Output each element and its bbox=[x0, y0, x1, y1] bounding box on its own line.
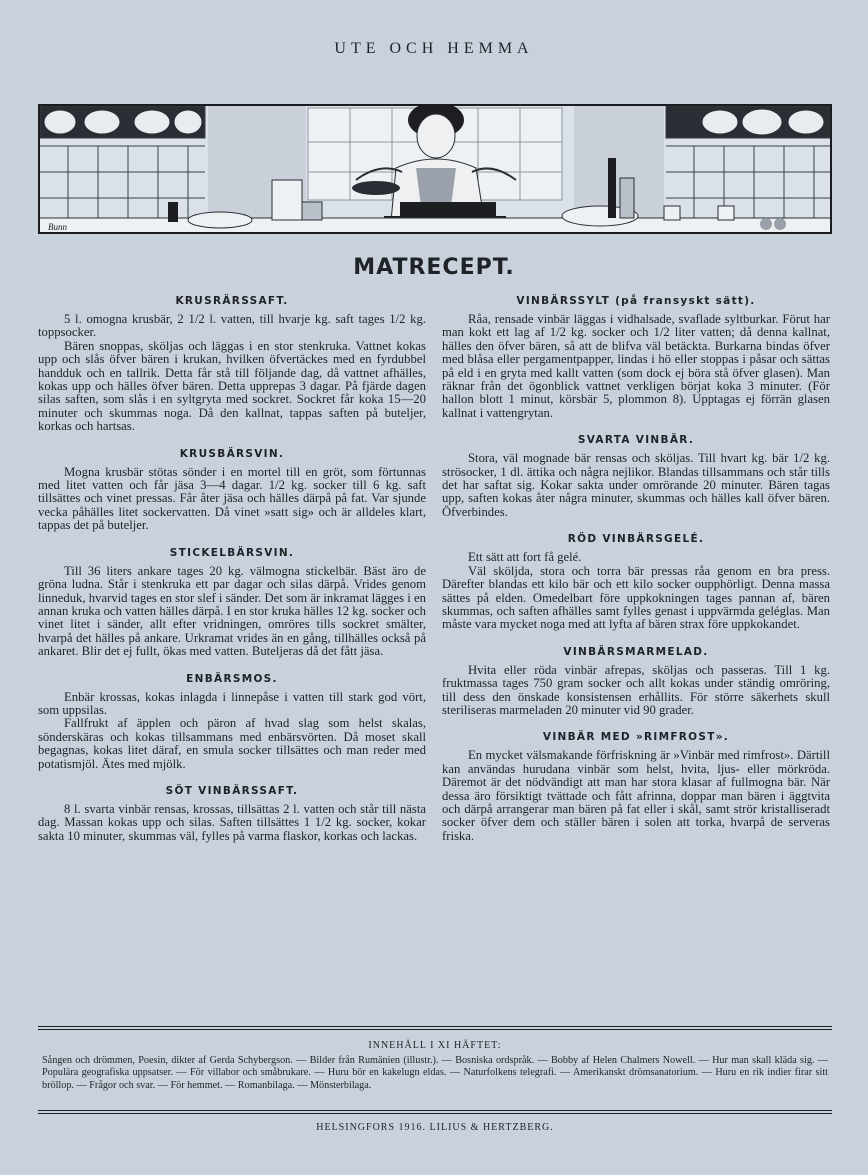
recipe-paragraph: Mogna krusbär stötas sönder i en mortel till en gröt, som förtunnas med litet vatten och får jäsa 3—4 dagar. 1/2 kg. socker till 6 kg. saft tillsättes och vinet pressas. Får åter jäsa och hälles därpå på fat. Var sjunde vecka påhälles litet sockervatten. Då vinet »satt sig» och är alldeles klart, tappas det på buteljer. bbox=[38, 464, 426, 533]
recipe-paragraph: Fallfrukt af äpplen och päron af hvad slag som helst skalas, sönderskäras och kokas tillsammans med enbärsvörten. Då moset skall begagnas, kokas litet däraf, en smula socker tillsättes och man reder med potatismjöl. Ätes med mjölk. bbox=[38, 716, 426, 771]
artist-signature: Bunn bbox=[48, 222, 67, 232]
recipe-heading: KRUSBÄRSVIN. bbox=[179, 447, 285, 460]
recipe-section bbox=[38, 673, 426, 771]
recipe-section bbox=[442, 295, 830, 420]
masthead: UTE OCH HEMMA bbox=[334, 40, 534, 57]
recipe-paragraph: Bären snoppas, sköljas och läggas i en stor stenkruka. Vattnet kokas upp och slås öfver bären i krukan, hvilken öfvertäckes med en fyrdubbel handduk och en tallrik. Detta får stå till följande dag, då vattnet afhälles, kokas upp och hälles öfver bären. Detta upprepas 3 dagar. På fjärde dagen silas saften, som slås i en syltgryta med sockret. Sockret får koka 15—20 minuter och skummas noga. Då den kallnat, tappas saften på buteljer, korkas och hartsas. bbox=[38, 338, 426, 434]
recipe-heading: SVARTA VINBÄR. bbox=[577, 434, 695, 447]
recipe-paragraph: Hvita eller röda vinbär afrepas, sköljas och passeras. Till 1 kg. fruktmassa tages 750 gram socker och allt kokas under ständig omröring, till dess den önskade konsistensen erhållits. För större säkerhets skull steriliseras marmeladen 20 minuter vid 90 grader. bbox=[442, 662, 830, 717]
recipe-section bbox=[38, 448, 426, 533]
recipe-heading: RÖD VINBÄRSGELÉ. bbox=[567, 533, 705, 546]
right-column bbox=[442, 295, 830, 857]
recipe-heading: VINBÄR MED »RIMFROST». bbox=[542, 731, 730, 744]
contents-text: Sången och drömmen, Poesin, dikter af Gerda Schybergson. — Bilder från Rumänien (illustr.). — Bosniska ordspråk. — Bobby af Helen Chalmers Nowell. — Hur man skall kläda sig. — Populära geografiska uppsatser. — För villabor och småbrukare. — Huru bör en kakelugn eldas. — Naturfolkens telegrafi. — Amerikanskt drömsanatorium. — Huru en rik indier firar sitt bröllop. — Frågor och svar. — För hemmet. — Romanbilaga. — Mönsterbilaga. bbox=[42, 1055, 828, 1091]
recipe-paragraph: Väl sköljda, stora och torra bär pressas råa genom en bra press. Därefter blandas ett kilo bär och ett kilo socker oupphörligt. Denna massa sättes på elden. Omedelbart före uppkokningen tages pannan af, bären skummas, och saften afhälles samt fylles genast i uppvärmda geléglas. Man måste vara mycket noga med att lyfta af bären strax före uppkokandet. bbox=[442, 563, 830, 632]
double-rule bbox=[38, 1110, 832, 1114]
recipe-paragraph: Ett sätt att fort få gelé. bbox=[468, 550, 582, 565]
kitchen-illustration bbox=[38, 104, 832, 234]
illustration-drawing bbox=[40, 106, 830, 232]
double-rule bbox=[38, 1026, 832, 1030]
recipe-paragraph: 5 l. omogna krusbär, 2 1/2 l. vatten, till hvarje kg. saft tages 1/2 kg. toppsocker. bbox=[38, 312, 426, 340]
contents-title: INNEHÅLL I XI HÄFTET: bbox=[368, 1040, 502, 1051]
recipe-heading: STICKELBÄRSVIN. bbox=[169, 546, 295, 559]
recipe-section bbox=[442, 533, 830, 631]
recipe-paragraph: En mycket välsmakande förfriskning är »Vinbär med rimfrost». Därtill kan användas hurudana vinbär som helst, hvita, ljus- eller mörkröda. Däremot är det nödvändigt att man har stora klasar af fullmogna bär. När dessa äro försiktigt tvättade och fått afrinna, doppar man bären i äggtvita och därpå arrangerar man bären på fat eller i skål, samt strör kristalliseradt socker öfver dem och ställer bären i solen att torka, hvarpå de serveras friska. bbox=[442, 748, 830, 843]
recipe-section bbox=[38, 547, 426, 659]
recipe-paragraph: Till 36 liters ankare tages 20 kg. välmogna stickelbär. Bäst äro de gröna ludna. Står i stenkruka ett par dagar och silas därpå. Vrides genom linneduk, hvarvid tages en stor slef i sänder. Det som är inkramat lägges i en annan kruka och vatten hälles därpå. I en stor kruka hälles 12 kg. socker och vinet litet i sänder, allt efter vridningen, omröres tills sockret smälter, hvarpå det hälles på ankare. Urkramat vrides än en gång, tillhälles också på ankaret. Blir det ej fullt, ökas med vatten. Buteljeras då det fått jäsa. bbox=[38, 563, 426, 659]
recipe-section bbox=[38, 295, 426, 434]
recipe-paragraph: 8 l. svarta vinbär rensas, krossas, tillsättas 2 l. vatten och står till nästa dag. Massan kokas upp och silas. Saften tillsättes 1 1/2 kg. socker, kokar sakta 10 minuter, skummas väl, fylles på varma flaskor, korkas och lackas. bbox=[38, 801, 426, 843]
recipe-section bbox=[442, 731, 830, 843]
recipe-paragraph: Stora, väl mognade bär rensas och sköljas. Till hvart kg. bär 1/2 kg. strösocker, 1 dl. ättika och några nejlikor. Blandas tillsammans och står tills det har saftat sig. Kokar sakta under omrörande 20 minuter. Bären tagas upp, saften kokas åter några minuter, skummas och hälles kall öfver bären. Öfverbindes. bbox=[442, 451, 830, 519]
recipe-paragraph: Enbär krossas, kokas inlagda i linnepåse i vatten till stark god vört, som uppsilas. bbox=[38, 689, 426, 717]
recipe-heading: KRUSRÄRSSAFT. bbox=[175, 295, 289, 307]
left-column bbox=[38, 295, 426, 857]
page-title: MATRECEPT. bbox=[353, 255, 515, 280]
recipe-heading: SÖT VINBÄRSSAFT. bbox=[165, 784, 299, 797]
recipe-section bbox=[442, 434, 830, 519]
recipe-heading: VINBÄRSSYLT (på fransyskt sätt). bbox=[516, 295, 756, 307]
publisher-footer bbox=[38, 1110, 832, 1133]
imprint: HELSINGFORS 1916. LILIUS & HERTZBERG. bbox=[316, 1122, 554, 1133]
recipe-paragraph: Råa, rensade vinbär läggas i vidhalsade, svaflade syltburkar. Förut har man kokt ett lag af 1/2 kg. socker och 1/2 liter vatten; då denna kallnat, hälles den öfver bären, så att de blifva väl betäckta. Burkarna bindas öfver med blåsa eller pergamentpapper, lindas i hö eller stoppas i påsar och sättas på eld i en gryta med kallt vatten (som dock ej böra stå öfver glasen). Man räknar från det ögonblick vattnet verkligen börjat koka 3 minuter. (För hallon blott 1 minut, körsbär 5, plommon 8). Upptagas ej förrän glasen kallnat i vattengrytan. bbox=[442, 312, 830, 420]
recipe-section bbox=[38, 785, 426, 843]
recipe-heading: ENBÄRSMOS. bbox=[186, 672, 278, 685]
recipe-section bbox=[442, 646, 830, 718]
issue-contents bbox=[38, 1026, 832, 1092]
recipe-heading: VINBÄRSMARMELAD. bbox=[563, 645, 709, 658]
